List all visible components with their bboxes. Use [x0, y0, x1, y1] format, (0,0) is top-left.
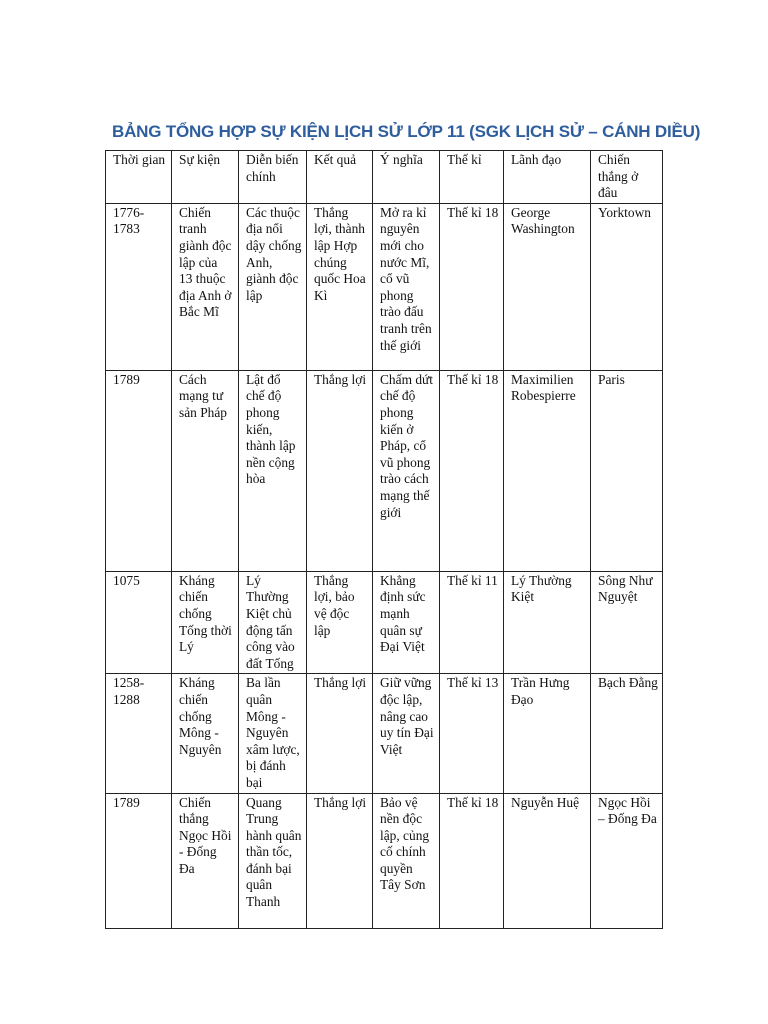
- cell-century: Thế kỉ 13: [440, 674, 504, 793]
- cell-victory-location: Bạch Đằng: [591, 674, 663, 793]
- cell-event: Chiến thắng Ngọc Hồi - Đống Đa: [172, 793, 239, 928]
- cell-event: Kháng chiến chống Mông - Nguyên: [172, 674, 239, 793]
- cell-event: Kháng chiến chống Tống thời Lý: [172, 571, 239, 674]
- cell-leader: Nguyễn Huệ: [504, 793, 591, 928]
- cell-century: Thế kỉ 18: [440, 793, 504, 928]
- cell-leader: Trần Hưng Đạo: [504, 674, 591, 793]
- cell-time: 1776-1783: [106, 203, 172, 370]
- cell-result: Thắng lợi: [307, 674, 373, 793]
- header-leader: Lãnh đạo: [504, 151, 591, 204]
- cell-leader: Lý Thường Kiệt: [504, 571, 591, 674]
- cell-main-developments: Ba lần quân Mông - Nguyên xâm lược, bị đánh bại: [239, 674, 307, 793]
- header-main-developments: Diễn biến chính: [239, 151, 307, 204]
- header-result: Kết quả: [307, 151, 373, 204]
- cell-result: Thắng lợi: [307, 370, 373, 571]
- history-events-table: [105, 150, 663, 929]
- cell-leader: Maximilien Robespierre: [504, 370, 591, 571]
- cell-leader: George Washington: [504, 203, 591, 370]
- table-row: [106, 674, 663, 793]
- table-row: [106, 370, 663, 571]
- cell-time: 1789: [106, 793, 172, 928]
- cell-significance: Chấm dứt chế độ phong kiến ở Pháp, cổ vũ phong trào cách mạng thế giới: [373, 370, 440, 571]
- cell-result: Thắng lợi, thành lập Hợp chúng quốc Hoa Kì: [307, 203, 373, 370]
- header-time: Thời gian: [106, 151, 172, 204]
- cell-main-developments: Lý Thường Kiệt chủ động tấn công vào đất Tống: [239, 571, 307, 674]
- table-row: [106, 571, 663, 674]
- cell-main-developments: Quang Trung hành quân thần tốc, đánh bại quân Thanh: [239, 793, 307, 928]
- header-victory-location: Chiến thắng ở đâu: [591, 151, 663, 204]
- header-century: Thế kỉ: [440, 151, 504, 204]
- cell-significance: Giữ vững độc lập, nâng cao uy tín Đại Việt: [373, 674, 440, 793]
- table-header-row: [106, 151, 663, 204]
- cell-significance: Khẳng định sức mạnh quân sự Đại Việt: [373, 571, 440, 674]
- cell-victory-location: Paris: [591, 370, 663, 571]
- cell-victory-location: Sông Như Nguyệt: [591, 571, 663, 674]
- header-event: Sự kiện: [172, 151, 239, 204]
- table-row: [106, 203, 663, 370]
- table-row: [106, 793, 663, 928]
- cell-victory-location: Ngọc Hồi – Đống Đa: [591, 793, 663, 928]
- cell-result: Thắng lợi: [307, 793, 373, 928]
- cell-century: Thế kỉ 11: [440, 571, 504, 674]
- cell-significance: Bảo vệ nền độc lập, củng cố chính quyền Tây Sơn: [373, 793, 440, 928]
- cell-time: 1075: [106, 571, 172, 674]
- cell-event: Cách mạng tư sản Pháp: [172, 370, 239, 571]
- cell-main-developments: Các thuộc địa nổi dậy chống Anh, giành độc lập: [239, 203, 307, 370]
- cell-main-developments: Lật đổ chế độ phong kiến, thành lập nền cộng hòa: [239, 370, 307, 571]
- cell-significance: Mở ra kỉ nguyên mới cho nước Mĩ, cổ vũ phong trào đấu tranh trên thế giới: [373, 203, 440, 370]
- cell-century: Thế kỉ 18: [440, 203, 504, 370]
- cell-time: 1789: [106, 370, 172, 571]
- document-title: BẢNG TỔNG HỢP SỰ KIỆN LỊCH SỬ LỚP 11 (SGK LỊCH SỬ – CÁNH DIỀU): [112, 122, 701, 141]
- cell-victory-location: Yorktown: [591, 203, 663, 370]
- cell-century: Thế kỉ 18: [440, 370, 504, 571]
- cell-time: 1258-1288: [106, 674, 172, 793]
- cell-result: Thắng lợi, bảo vệ độc lập: [307, 571, 373, 674]
- header-significance: Ý nghĩa: [373, 151, 440, 204]
- cell-event: Chiến tranh giành độc lập của 13 thuộc địa Anh ở Bắc Mĩ: [172, 203, 239, 370]
